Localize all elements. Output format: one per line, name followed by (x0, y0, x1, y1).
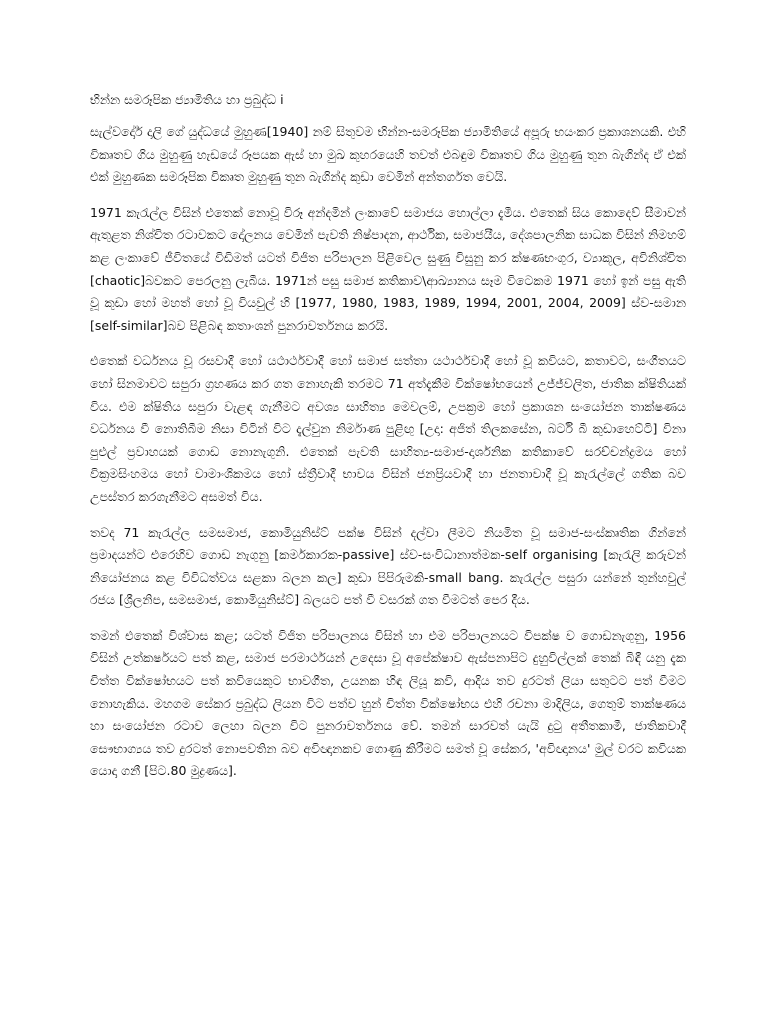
document-title: භින්න සමරූපික ජ්‍යාමිතිය හා ප්‍රබුද්ධ i (90, 92, 284, 107)
paragraph-5: තමන් එතෙක් විශ්වාස කළ; යටත් විජිත පරිපාලනය විසින් හා එම පරිපාලනයට විපක්ෂ ව ගොඩනැගුනු, 1956 විසින් උත්කර්ෂයට පත් කළ, සමාජ පරමාර්ථයන් උදෙසා වූ අපේක්ෂාව ඇස්පනාපිට දුහුවිල්ලක් තෙක් බිඳී යනු දැක චිත්ත වික්ෂෝභයට පත් කවියෙකුට භාවගීත, උයනක හිඳ ලියූ කවි, ආදිය තව දුරටත් ලියා සතුටට පත් වීමට නොහැකිය. මහගම සේකර ප්‍රබුද්ධ ලියන විට පත්ව හුන් චිත්ත වික්ෂෝභය එහි රචනා මාදිලිය, ගෙතුම් තාක්ෂණය හා සංයෝජන රටාව ලෙහා බලන විට පුනරාවර්තනය වේ. තමන් සාරවත් යැයි දුටු අතීතකාමී, ජාතිකවාදී සෞභාග්‍යය තව දුරටත් නොපවතින බව අවිඥානකව ගොණු කිරීමට සමත් වූ සේකර, 'අවිඥානය' මුල් වරට කවියක යොදා ගනී [පිට.80 මුද්‍රණය]. (90, 627, 686, 779)
paragraph-3: එතෙක් වර්ධනය වූ රසවාදී හෝ යථාර්ථවාදී හෝ සමාජ සත්තා යථාර්ථවාදී හෝ වූ කවියට, කතාවට, සංගීතයට හෝ සිනමාවට සපුරා ග්‍රහණය කර ගත නොහැකි තරමට 71 අත්දැකීම වික්ෂෝභයෙන් උජ්ජ්වලිත, ජාතික ක්ෂිතියක් විය. එම ක්ෂිතිය සපුරා වැළඳ ගැනීමට අවශ්‍ය සාහිත්‍ය මෙවලම්, උපක්‍රම හෝ ප්‍රකාශන සංයෝජන තාක්ෂණය වර්ධනය වී නොතිබීම නිසා විටින් විට දැල්වුන නිර්මාණ පුළිඟු [උදා: අජිත් තිලකසේන, බර්ටි බී කුඩාහෙට්ටි] විනා පුළුල් ප්‍රවාහයක් ගොඩ නොනැගුනි. එතෙක් පැවති සාහිත්‍ය-සමාජ-දාර්ශනික කතිකාවේ සරච්චන්ද්‍රමය හෝ වික්‍රමසිංහමය හෝ වාමාංශිකමය හෝ ස්ත්‍රීවාදී භාවය විසින් ජනප්‍රියවාදී හා ජනතාවාදී වූ කැරැල්ලේ ගතික බව උපස්තර කරගැනීමට අසමත් විය. (90, 353, 686, 504)
paragraph-1: සැල්වදෝර් දාලි ගේ යුද්ධයේ මුහුණ[1940] නම් සිතුවම භින්න-සමරූපික ජ්‍යාමිතියේ අපූරු භයංකර ප්‍රකාශනයකි. එහි විකෘතව ගිය මුහුණු හැඩයේ රූපයක ඇස් හා මුඛ කුහරයෙහි තවත් එබඳුම විකෘතව ගිය මුහුණු තුන බැගින්ද ඒ එක් එක් මුහුණක සමරූපික විකෘත මුහුණු තුන බැගින්ද කුඩා වෙමින් අන්තර්ගත වෙයි. (90, 124, 686, 185)
paragraph-4: තවද 71 කැරැල්ල සමසමාජ, කොමියුනිස්ට් පක්ෂ විසින් දල්වා ලීමට නියමිත වූ සමාජ-සංස්කෘතික ගින්නේ ප්‍රමාදයන්ට එරෙහිව ගොඩ නැගුනු [කර්මකාරක-passive] ස්ව-සංවිධානාත්මක-self organising [කැරැලි කරුවන් නියෝජනය කළ විවිධත්වය සළකා බලන කල] කුඩා පිපිරුමකි-small bang. කැරැල්ල පසුරා යන්නේ තුන්හවුල් රජය [ශ්‍රීලනිප, සමසමාජ, කොමියුනිස්ට්] බලයට පත් වී වසරක් ගත වීමටත් පෙර දීය. (90, 524, 686, 608)
paragraph-2: 1971 කැරැල්ල විසින් එතෙක් නොවූ විරූ අන්දමින් ලංකාවේ සමාජය හොල්ලා දැමීය. එතෙක් සිය කොදෙව් සීමාවන් ඇතුළත නිශ්චිත රටාවකට දෝලනය වෙමින් පැවති නිෂ්පාදන, ආර්ථික, සමාජයීය, දේශපාලනික සාධක විසින් නිමහම් කළ ලංකාවේ ජීවිතයේ විඩිමත් යටත් විජිත පරිපාලන පිළිවෙල සුණු විසුනු කර ක්ෂණභංගුර, ව්‍යාකූල, අවිනිශ්චිත [chaotic]බවකට පෙරලනු ලැබීය. 1971න් පසු සමාජ කතිකාව\ආඛ්‍යානය සෑම විටෙකම 1971 හෝ ඉන් පසු ඇති වූ කුඩා හෝ මහත් හෝ වූ වියවුල් හි [1977, 1980, 1983, 1989, 1994, 2001, 2004, 2009] ස්ව-සමාන [self-similar]බව පිළිබඳ කතාංශන් පුනරාවර්තනය කරයි. (90, 204, 686, 333)
